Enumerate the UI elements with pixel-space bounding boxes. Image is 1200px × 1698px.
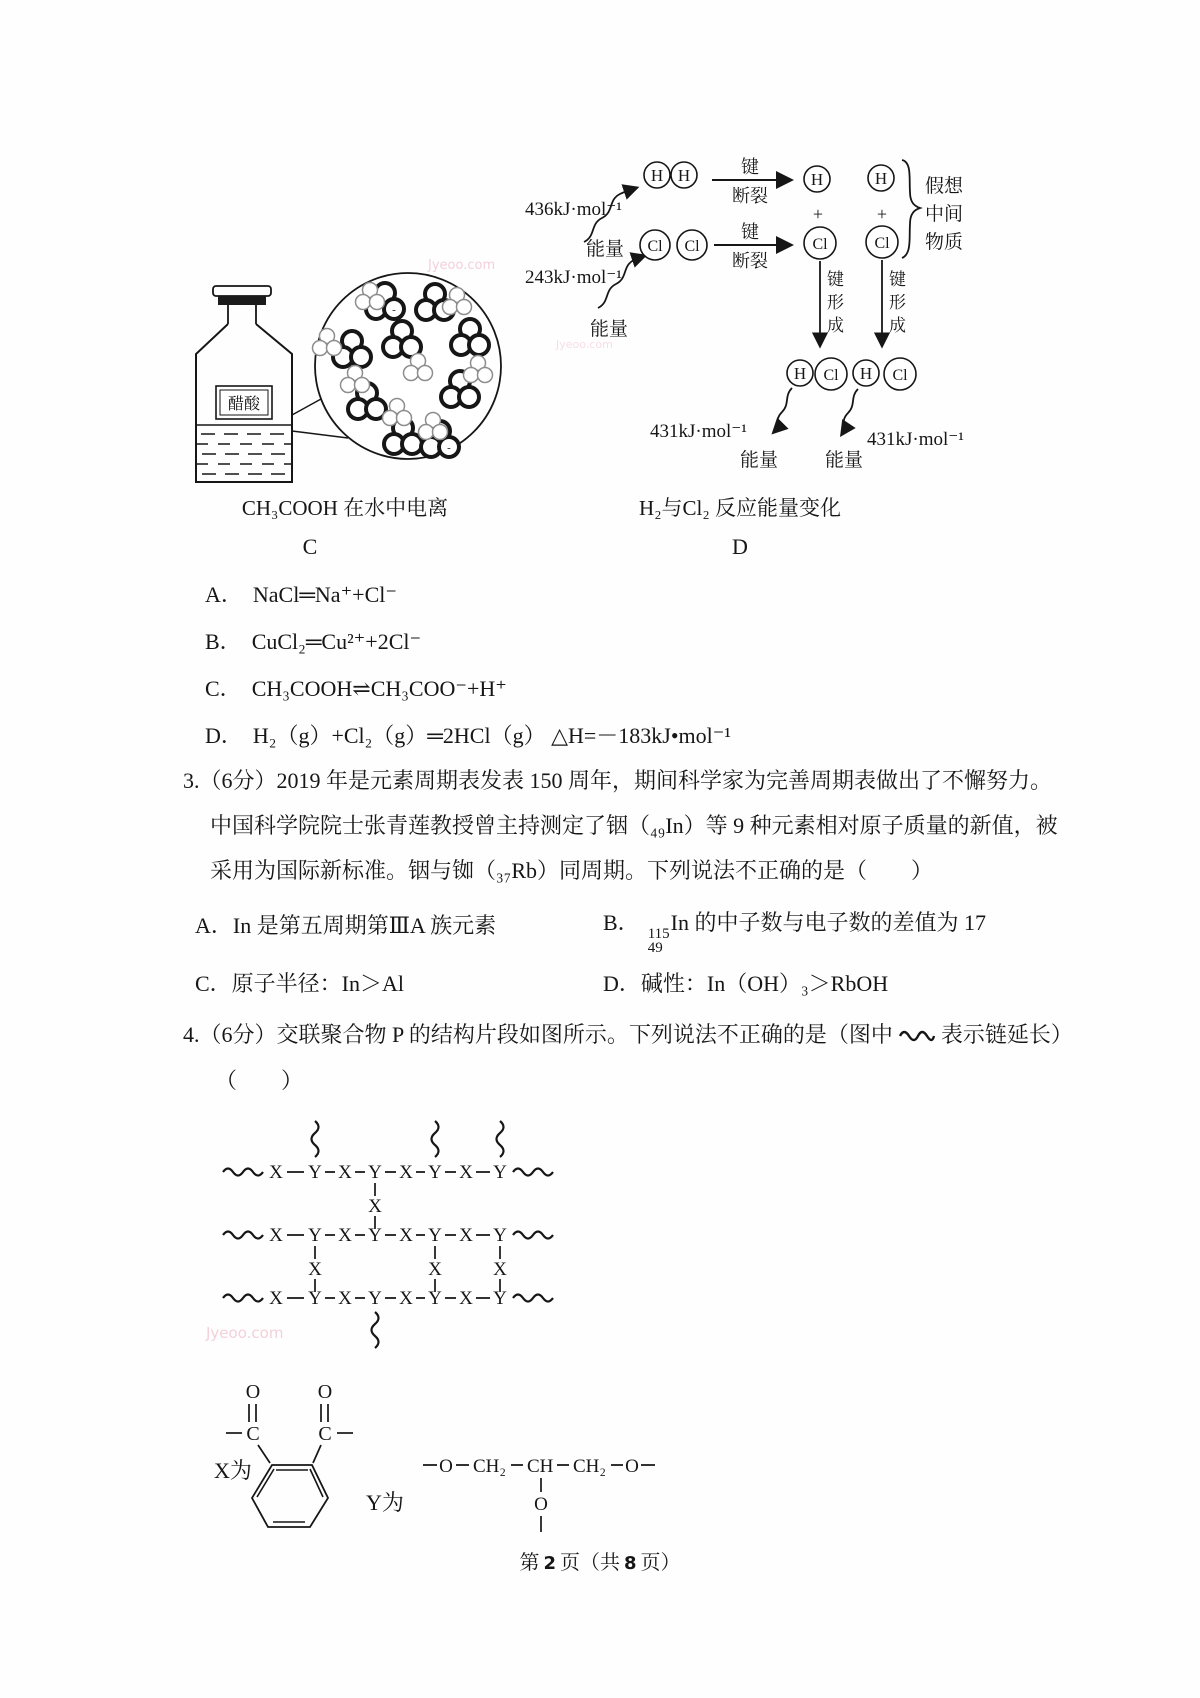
cl-atom: Cl xyxy=(823,367,839,384)
option-label: A． xyxy=(205,582,243,607)
acetic-acid-bottle-figure xyxy=(180,268,510,498)
ch-group: CH xyxy=(527,1456,554,1477)
q2-option-c xyxy=(205,676,507,702)
o-atom: O xyxy=(245,1381,261,1403)
clcl-bond-energy-label: 243kJ·mol⁻¹ xyxy=(525,267,623,288)
o-atom: O xyxy=(625,1456,639,1477)
unit-y: Y xyxy=(493,1225,507,1246)
plus-sign: + xyxy=(876,204,888,224)
q3-option-a: A．In 是第五周期第ⅢA 族元素 xyxy=(195,913,497,938)
unit-y: Y xyxy=(493,1288,507,1309)
q3-stem-line2: 中国科学院院士张青莲教授曾主持测定了铟（₄₉In）等 9 种元素相对原子质量的新值，被 xyxy=(210,813,1058,838)
cl-atom: Cl xyxy=(684,238,700,255)
x-def-label: X为 xyxy=(214,1458,252,1483)
unit-x: X xyxy=(269,1225,283,1246)
o-atom: O xyxy=(439,1456,453,1477)
benzene-ring xyxy=(252,1465,328,1527)
h-atom: H xyxy=(793,364,807,383)
unit-y: Y xyxy=(493,1162,507,1183)
bond-form-label: 键 xyxy=(889,270,906,289)
energy-release-arrow xyxy=(774,388,792,432)
bond-form-label: 成 xyxy=(889,316,906,335)
q2-option-a xyxy=(205,582,397,608)
q3-stem-line3: 采用为国际新标准。铟与铷（₃₇Rb）同周期。下列说法不正确的是（ ） xyxy=(210,858,934,883)
footer-total-pages: 8 xyxy=(624,1553,637,1574)
q4-answer-paren: （ ） xyxy=(215,1068,304,1093)
y-def-label: Y为 xyxy=(366,1490,404,1515)
q4-stem-after: 表示链延长） xyxy=(940,1022,1073,1047)
h-atom: H xyxy=(810,170,824,189)
bond-break-label: 断裂 xyxy=(732,186,768,206)
option-formula: CuCl₂═Cu²⁺+2Cl⁻ xyxy=(251,629,422,654)
q4-stem xyxy=(183,1022,1073,1048)
bond-form-label: 成 xyxy=(827,316,844,335)
ring-attachment-bonds xyxy=(258,1445,321,1463)
q3-option-d: D．碱性：In（OH）₃＞RbOH xyxy=(603,971,889,996)
h-atom: H xyxy=(650,166,664,185)
unit-x: X xyxy=(338,1225,352,1246)
anion-minus: - xyxy=(447,442,451,454)
option-label: B． xyxy=(603,910,640,935)
atomic-number: 49 xyxy=(647,940,663,956)
figure-d-caption: H₂与Cl₂ 反应能量变化 xyxy=(639,496,841,520)
bottle-stopper-band xyxy=(218,296,266,305)
unit-x: X xyxy=(308,1259,322,1280)
unit-y: Y xyxy=(308,1162,322,1183)
nuclide-numbers xyxy=(648,927,670,955)
o-atom: O xyxy=(317,1381,333,1403)
mass-number: 115 xyxy=(647,926,670,942)
q3-option-c: C．原子半径：In＞Al xyxy=(195,971,405,996)
bottle-label-text: 醋酸 xyxy=(227,396,261,413)
q3-stem-line1: 3.（6分）2019 年是元素周期表发表 150 周年，期间科学家为完善周期表做出了不懈努力。 xyxy=(183,768,1053,793)
figure-d-letter: D xyxy=(732,534,748,559)
unit-x: X xyxy=(459,1162,473,1183)
unit-y: Y xyxy=(428,1288,442,1309)
energy-change-diagram xyxy=(500,140,980,488)
xy-definition-structures xyxy=(170,1360,670,1555)
unit-y: Y xyxy=(428,1162,442,1183)
element-symbol: In xyxy=(670,910,689,935)
h-atom: H xyxy=(859,364,873,383)
bottle-neck xyxy=(228,305,256,324)
unit-y: Y xyxy=(308,1225,322,1246)
q4-stem-before: 4.（6分）交联聚合物 P 的结构片段如图所示。下列说法不正确的是（图中 xyxy=(183,1022,893,1047)
energy-word: 能量 xyxy=(590,319,629,340)
unit-y: Y xyxy=(308,1288,322,1309)
hypothetical-intermediate-label: 假想 xyxy=(925,176,964,197)
cl-atom: Cl xyxy=(812,236,828,253)
unit-x: X xyxy=(269,1288,283,1309)
brace xyxy=(902,160,920,258)
unit-x: X xyxy=(399,1162,413,1183)
c-atom: C xyxy=(246,1423,260,1445)
unit-x: X xyxy=(338,1288,352,1309)
unit-y: Y xyxy=(428,1225,442,1246)
benzene-double-bonds xyxy=(257,1469,323,1522)
crosslinked-polymer-diagram xyxy=(200,1105,570,1365)
energy-release-arrow xyxy=(842,389,858,434)
footer-text: 第 xyxy=(519,1552,540,1574)
bond-form-label: 键 xyxy=(827,270,844,289)
bond-form-label: 形 xyxy=(827,293,844,312)
option-formula: CH₃COOH⇌CH₃COO⁻+H⁺ xyxy=(251,676,507,701)
bond-break-label: 键 xyxy=(741,222,759,242)
figure-c-letter: C xyxy=(302,534,318,559)
unit-x: X xyxy=(459,1288,473,1309)
bond-form-label: 形 xyxy=(889,293,906,312)
q2-option-b xyxy=(205,629,421,655)
option-formula: NaCl═Na⁺+Cl⁻ xyxy=(252,582,397,607)
hh-bond-energy-label: 436kJ·mol⁻¹ xyxy=(525,199,623,220)
option-formula: H₂（g）+Cl₂（g）═2HCl（g） △H=－183kJ•mol⁻¹ xyxy=(252,723,731,748)
unit-x: X xyxy=(269,1162,283,1183)
watermark: Jyeoo.com xyxy=(556,338,613,351)
unit-y: Y xyxy=(368,1288,382,1309)
hypothetical-intermediate-label: 物质 xyxy=(925,232,964,253)
q3-option-b xyxy=(603,910,986,955)
unit-x: X xyxy=(368,1196,382,1217)
page-footer xyxy=(0,1546,1200,1575)
option-label: C． xyxy=(205,676,242,701)
unit-x: X xyxy=(428,1259,442,1280)
c-atom: C xyxy=(318,1423,332,1445)
anion-minus: - xyxy=(392,304,396,316)
figure-c-caption: CH₃COOH 在水中电离 xyxy=(241,496,449,520)
plus-sign: + xyxy=(812,204,824,224)
hcl-bond-energy-label: 431kJ·mol⁻¹ xyxy=(867,429,965,450)
bottle-stopper-cap xyxy=(213,286,271,296)
bond-break-label: 键 xyxy=(741,157,759,177)
h-atom: H xyxy=(677,166,691,185)
watermark: Jyeoo.com xyxy=(206,1324,284,1342)
unit-y: Y xyxy=(368,1225,382,1246)
footer-page-number: 2 xyxy=(543,1553,556,1574)
unit-x: X xyxy=(459,1225,473,1246)
cl-atom: Cl xyxy=(874,235,890,252)
energy-word: 能量 xyxy=(825,450,864,471)
energy-word: 能量 xyxy=(740,450,779,471)
o-atom: O xyxy=(534,1494,548,1515)
unit-x: X xyxy=(338,1162,352,1183)
hcl-bond-energy-label: 431kJ·mol⁻¹ xyxy=(650,421,748,442)
carbonyl-double-bonds xyxy=(249,1404,328,1422)
h-atom: H xyxy=(874,169,888,188)
watermark: Jyeoo.com xyxy=(428,258,496,273)
option-label: B． xyxy=(205,629,242,654)
footer-text: 页（共 xyxy=(560,1552,620,1574)
unit-y: Y xyxy=(368,1162,382,1183)
unit-x: X xyxy=(399,1225,413,1246)
ch2-group: CH₂ xyxy=(473,1456,507,1477)
option-label: D． xyxy=(205,723,243,748)
energy-word: 能量 xyxy=(586,239,625,260)
liquid-dashes xyxy=(196,434,292,474)
chain-extension-squiggle-icon xyxy=(897,1028,937,1044)
unit-x: X xyxy=(493,1259,507,1280)
cl-atom: Cl xyxy=(647,238,663,255)
unit-x: X xyxy=(399,1288,413,1309)
option-text: 的中子数与电子数的差值为 17 xyxy=(694,910,986,935)
footer-text: 页） xyxy=(640,1552,681,1574)
hypothetical-intermediate-label: 中间 xyxy=(925,204,964,225)
q2-option-d xyxy=(205,723,731,749)
ch2-group: CH₂ xyxy=(573,1456,607,1477)
cl-atom: Cl xyxy=(892,367,908,384)
bond-break-label: 断裂 xyxy=(732,251,768,271)
